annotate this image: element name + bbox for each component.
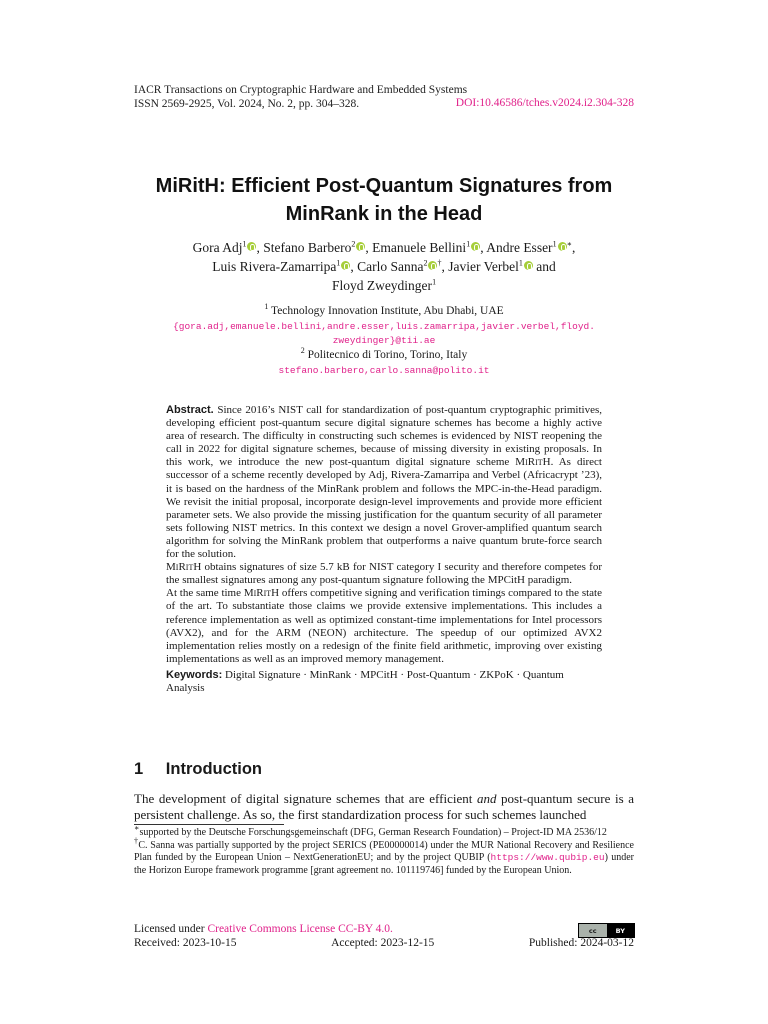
author-line-1: Gora Adj$^1$ , Stefano Barbero$^2$ , Emanuele Bellini$^1$ , Andre Esser$^1$ ∗, [192,239,576,255]
section-heading [134,760,262,779]
orcid-icon[interactable] [428,261,437,270]
author-line-3: Floyd Zweydinger$^1$ [331,277,437,293]
author: Gora Adj [192,240,243,255]
abstract-paragraph: Abstract. Since 2016’s NIST call for standardization of post-quantum cryptographic primitives, developing efficient post-quantum secure digital signature schemes has become a highly active area of research. The difficulty in constructing such schemes is evidenced by NIST reopening the call in 2022 for digital signature schemes, because of missing diversity in existing proposals. In this work, we introduce the new post-quantum digital signature scheme MiRitH. As direct successor of a scheme recently developed by Adj, Rivera-Zamarripa and Verbel (Africacrypt ’23), it is based on the hardness of the MinRank problem and follows the MPC-in-the-Head paradigm. We revisit the initial proposal, incorporate design-level improvements and provide more efficient parameter sets. We also provide the missing justification for the quantum security of all parameter sets following NIST metrics. In this context we design a novel Grover-amplified quantum search algorithm for solving the MinRank problem that outperforms a naive quantum brute-force search for the solution. [166,404,603,561]
section-title: Introduction [165,760,263,778]
keywords-label: Keywords: [166,668,223,681]
affiliations [110,304,658,378]
accepted-date: Accepted: 2023-12-15 [331,937,435,949]
footnotes [134,823,634,877]
title-line-2: MinRank in the Head [285,203,483,225]
affiliation-1: $^1$ Technology Innovation Institute, Abu Dhabi, UAE [264,302,504,317]
author: Javier Verbel [448,259,519,274]
author: Floyd Zweydinger [331,278,433,293]
abstract-paragraph: MiRitH obtains signatures of size 5.7 kB for NIST category I security and therefore competes for the smallest signatures among any post-quantum signature following the MPCitH paradigm. [166,561,602,587]
author-line-2: Luis Rivera-Zamarripa$^1$ , Carlo Sanna$^2$ †, Javier Verbel$^1$ and [212,258,556,274]
footnote-rule [134,824,284,825]
paper-title [110,172,658,228]
abstract-paragraph: At the same time MiRitH offers competitive signing and verification timings compared to the state of the art. To substantiate those claims we provide extensive implementations. This includes a reference implementation as well as optimized constant-time implementations for Intel processors (AVX2), and for the ARM (NEON) architecture. The speedup of our optimized AVX2 implementation relies mostly on a redesign of the finite field arithmetic, improving over existing implementations as well as an improved memory management. [166,587,602,665]
affiliation-2: $^2$ Politecnico di Torino, Torino, Italy [300,346,468,361]
email-list-1[interactable]: {gora.adj,emanuele.bellini,andre.esser,luis.zamarripa,javier.verbel,floyd. [173,321,595,332]
email-list-2[interactable]: stefano.barbero,carlo.sanna@polito.it [278,365,490,376]
by-icon: BY [607,924,635,937]
published-date: Published: 2024-03-12 [528,937,634,949]
received-date: Received: 2023-10-15 [134,937,237,949]
license-link[interactable]: Creative Commons License CC-BY 4.0. [207,923,393,935]
keywords: Keywords: Digital Signature · MinRank · MPCitH · Post-Quantum · ZKPoK · Quantum Analysis [166,668,564,694]
dates-line [134,936,634,951]
footnote-2: †C. Sanna was partially supported by the project SERICS (PE00000014) under the MUR National Recovery and Resilience Plan funded by the European Union – NextGenerationEU; and by the project QUBIP (https://www.qubip.eu) under the Horizon Europe framework programme [grant agreement no. 101119746] funded by the European Union. [134,836,634,876]
doi-link[interactable]: DOI:10.46586/tches.v2024.i2.304-328 [455,97,634,109]
author-list [120,238,648,295]
orcid-icon[interactable] [471,242,480,251]
qubip-link[interactable]: https://www.qubip.eu [490,852,605,863]
orcid-icon[interactable] [558,242,567,251]
author: Luis Rivera-Zamarripa [212,259,337,274]
orcid-icon[interactable] [341,261,350,270]
section-number: 1 [134,760,144,778]
orcid-icon[interactable] [524,261,533,270]
license-line: Licensed under Creative Commons License CC-BY 4.0. [134,923,393,935]
author: Stefano Barbero [263,240,352,255]
author: Emanuele Bellini [372,240,467,255]
issn-line: ISSN 2569-2925, Vol. 2024, No. 2, pp. 304–328. [134,98,360,110]
intro-paragraph: The development of digital signature schemes that are efficient and post-quantum secure is a persistent challenge. As so, the first standardization process for such schemes launched [134,791,634,822]
author: Carlo Sanna [357,259,424,274]
abstract [166,404,602,695]
email-list-1-cont[interactable]: zweydinger}@tii.ae [332,335,436,346]
abstract-label: Abstract. [166,404,214,416]
title-line-1: MiRitH: Efficient Post-Quantum Signatures from [155,175,613,197]
orcid-icon[interactable] [356,242,365,251]
footnote-1: ∗supported by the Deutsche Forschungsgemeinschaft (DFG, German Research Foundation) – Project-ID MA 2536/12 [134,823,607,838]
cc-icon: cc [579,924,607,937]
journal-name: IACR Transactions on Cryptographic Hardware and Embedded Systems [134,84,468,96]
author: Andre Esser [486,240,553,255]
